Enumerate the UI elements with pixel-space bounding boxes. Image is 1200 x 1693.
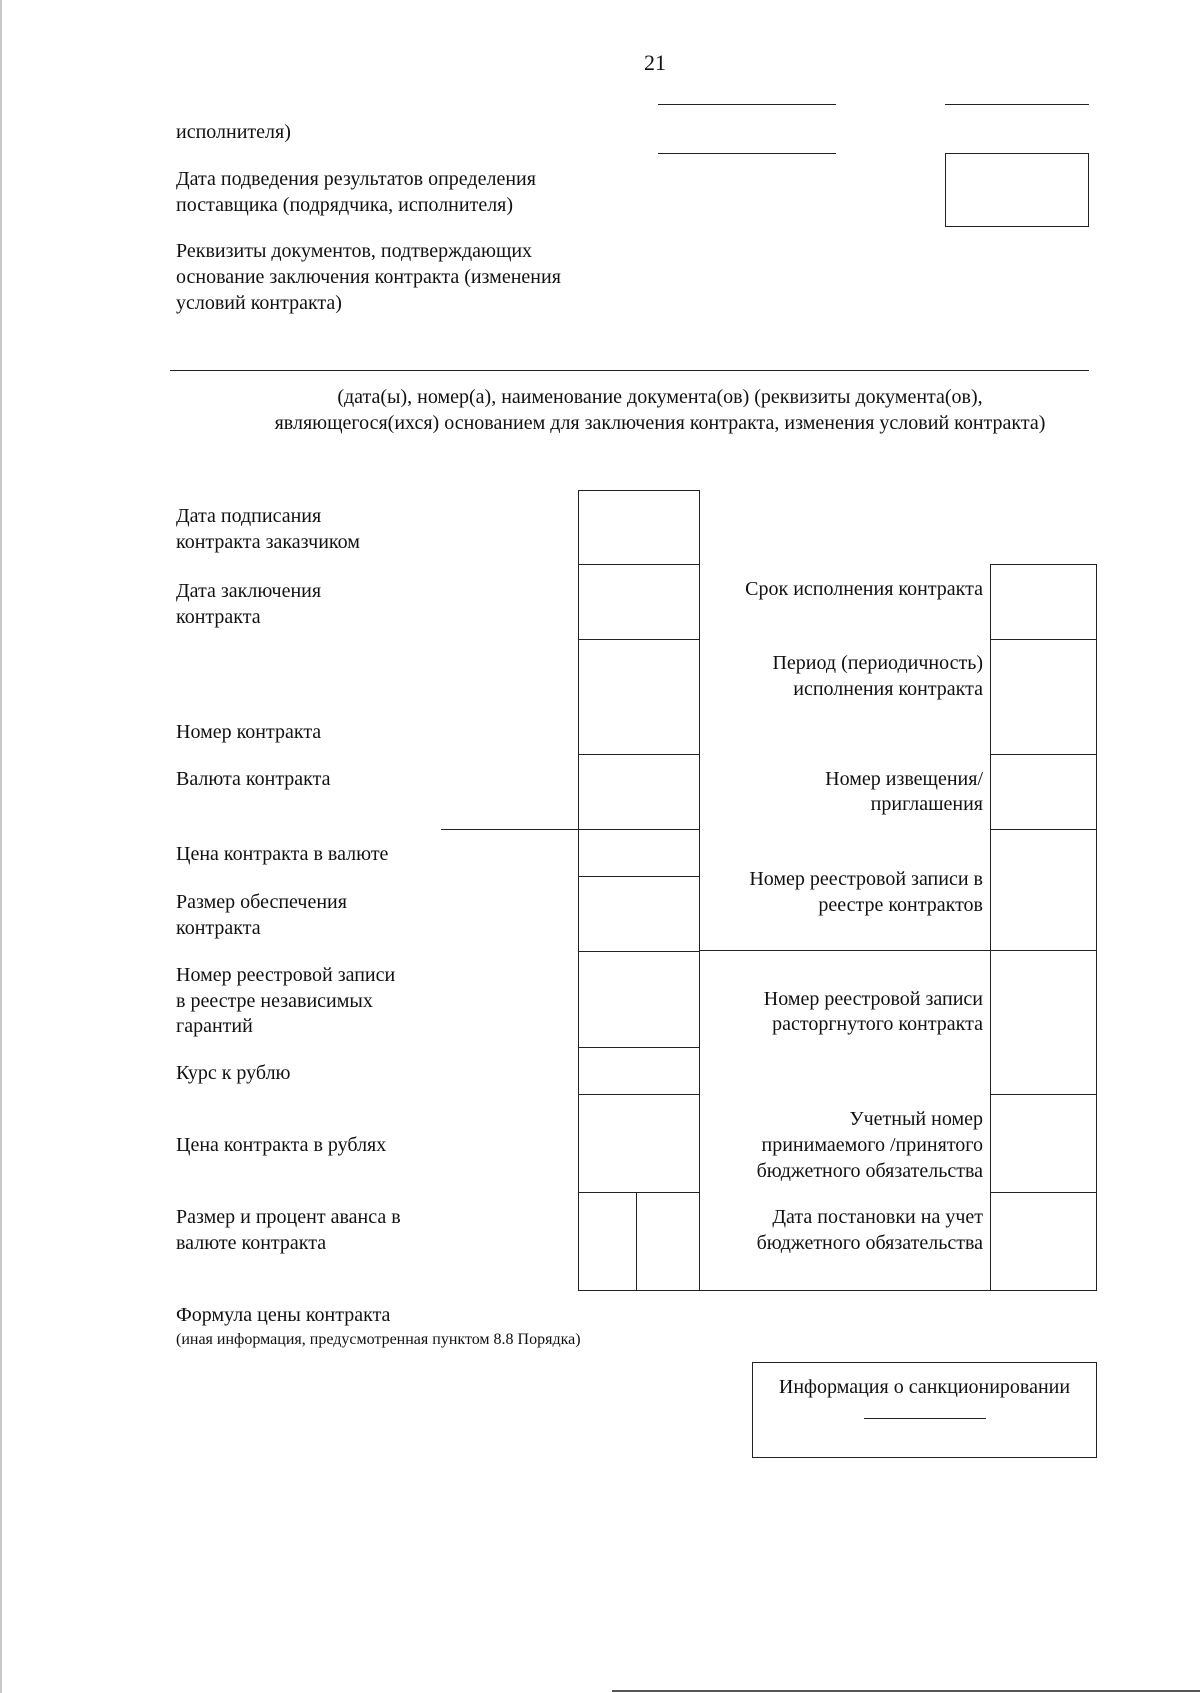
budget-obligation-label-1: Учетный номер bbox=[849, 1108, 983, 1130]
grid-line bbox=[990, 1094, 1096, 1095]
price-rubles-field[interactable] bbox=[578, 1094, 699, 1192]
header-line-1 bbox=[658, 104, 836, 105]
term-field[interactable] bbox=[990, 564, 1096, 639]
registration-date-field[interactable] bbox=[990, 1192, 1096, 1290]
sanction-box-title: Информация о санкционировании bbox=[778, 1376, 1071, 1398]
page-number: 21 bbox=[644, 50, 666, 75]
grid-line bbox=[699, 490, 700, 1290]
caption-line-2: являющегося(ихся) основанием для заключения контракта, изменения условий контракта) bbox=[274, 412, 1046, 434]
date-results-label-2: поставщика (подрядчика, исполнителя) bbox=[176, 194, 514, 216]
security-size-field[interactable] bbox=[578, 876, 699, 951]
grid-line bbox=[990, 1192, 1096, 1193]
requisites-line[interactable] bbox=[170, 370, 1089, 371]
grid-line bbox=[578, 639, 699, 640]
security-size-label-1: Размер обеспечения bbox=[176, 891, 347, 913]
grid-line bbox=[578, 564, 699, 565]
grid-line bbox=[578, 754, 699, 755]
requisites-label-1: Реквизиты документов, подтверждающих bbox=[176, 240, 533, 262]
sanction-line bbox=[864, 1418, 986, 1419]
conclusion-date-label-2: контракта bbox=[176, 606, 261, 628]
notice-number-field[interactable] bbox=[990, 754, 1096, 829]
grid-line bbox=[636, 1192, 637, 1290]
budget-obligation-label-3: бюджетного обязательства bbox=[756, 1160, 983, 1182]
grid-line bbox=[1096, 564, 1097, 1290]
grid-line bbox=[990, 754, 1096, 755]
grid-line bbox=[578, 951, 699, 952]
price-rubles-label: Цена контракта в рублях bbox=[176, 1134, 387, 1156]
registration-date-label-2: бюджетного обязательства bbox=[756, 1232, 983, 1254]
grid-line bbox=[578, 876, 699, 877]
sign-date-label-2: контракта заказчиком bbox=[176, 531, 360, 553]
registration-date-label-1: Дата постановки на учет bbox=[772, 1206, 983, 1228]
header-line-2 bbox=[945, 104, 1089, 105]
grid-line bbox=[578, 1094, 699, 1095]
formula-note: (иная информация, предусмотренная пунктом 8.8 Порядка) bbox=[176, 1331, 581, 1348]
budget-obligation-field[interactable] bbox=[990, 1094, 1096, 1192]
grid-line bbox=[578, 490, 699, 491]
grid-line bbox=[578, 490, 579, 1290]
budget-obligation-label-2: принимаемого /принятого bbox=[761, 1134, 983, 1156]
currency-field[interactable] bbox=[578, 754, 699, 829]
contract-number-field[interactable] bbox=[578, 639, 699, 754]
header-line-3 bbox=[658, 153, 836, 154]
advance-percent-field[interactable] bbox=[636, 1192, 699, 1290]
registry-number-label-2: реестре контрактов bbox=[818, 894, 983, 916]
price-currency-field[interactable] bbox=[578, 829, 699, 876]
notice-number-label-1: Номер извещения/ bbox=[825, 768, 983, 790]
guarantee-registry-label-1: Номер реестровой записи bbox=[176, 964, 396, 986]
terminated-registry-field[interactable] bbox=[990, 950, 1096, 1094]
terminated-registry-label-1: Номер реестровой записи bbox=[763, 988, 983, 1010]
price-currency-label: Цена контракта в валюте bbox=[176, 843, 389, 865]
grid-line bbox=[990, 564, 991, 1290]
date-results-label-1: Дата подведения результатов определения bbox=[176, 168, 536, 190]
advance-label-2: валюте контракта bbox=[176, 1232, 327, 1254]
grid-line bbox=[990, 829, 1096, 830]
security-size-label-2: контракта bbox=[176, 917, 261, 939]
period-label-2: исполнения контракта bbox=[793, 678, 983, 700]
conclusion-date-label-1: Дата заключения bbox=[176, 580, 322, 602]
formula-label: Формула цены контракта bbox=[176, 1304, 391, 1326]
grid-line bbox=[578, 1047, 699, 1048]
grid-line bbox=[578, 1290, 1097, 1291]
guarantee-registry-label-3: гарантий bbox=[176, 1015, 253, 1037]
grid-line bbox=[441, 829, 699, 830]
grid-line bbox=[699, 950, 1096, 951]
grid-line bbox=[990, 639, 1096, 640]
advance-label-1: Размер и процент аванса в bbox=[176, 1206, 401, 1228]
term-label: Срок исполнения контракта bbox=[745, 578, 983, 600]
requisites-label-3: условий контракта) bbox=[176, 292, 342, 314]
requisites-label-2: основание заключения контракта (изменения bbox=[176, 266, 561, 288]
sign-date-label-1: Дата подписания bbox=[176, 505, 322, 527]
caption-line-1: (дата(ы), номер(а), наименование документа(ов) (реквизиты документа(ов), bbox=[337, 386, 983, 408]
registry-number-field[interactable] bbox=[990, 829, 1096, 950]
guarantee-registry-field[interactable] bbox=[578, 951, 699, 1047]
advance-amount-field[interactable] bbox=[578, 1192, 636, 1290]
grid-line bbox=[578, 1192, 699, 1193]
conclusion-date-field[interactable] bbox=[578, 564, 699, 639]
terminated-registry-label-2: расторгнутого контракта bbox=[772, 1013, 983, 1035]
grid-line bbox=[990, 564, 1096, 565]
ruble-rate-label: Курс к рублю bbox=[176, 1062, 291, 1084]
period-field[interactable] bbox=[990, 639, 1096, 754]
contract-number-label: Номер контракта bbox=[176, 721, 322, 743]
scan-edge bbox=[0, 0, 2, 1693]
scan-bottom-edge bbox=[612, 1690, 1200, 1692]
currency-label: Валюта контракта bbox=[176, 768, 331, 790]
sign-date-field[interactable] bbox=[578, 490, 699, 564]
registry-number-label-1: Номер реестровой записи в bbox=[749, 868, 983, 890]
performer-line: исполнителя) bbox=[176, 121, 291, 143]
date-results-box[interactable] bbox=[945, 153, 1089, 227]
guarantee-registry-label-2: в реестре независимых bbox=[176, 990, 373, 1012]
ruble-rate-field[interactable] bbox=[578, 1047, 699, 1094]
period-label-1: Период (периодичность) bbox=[772, 652, 983, 674]
notice-number-label-2: приглашения bbox=[870, 793, 983, 815]
